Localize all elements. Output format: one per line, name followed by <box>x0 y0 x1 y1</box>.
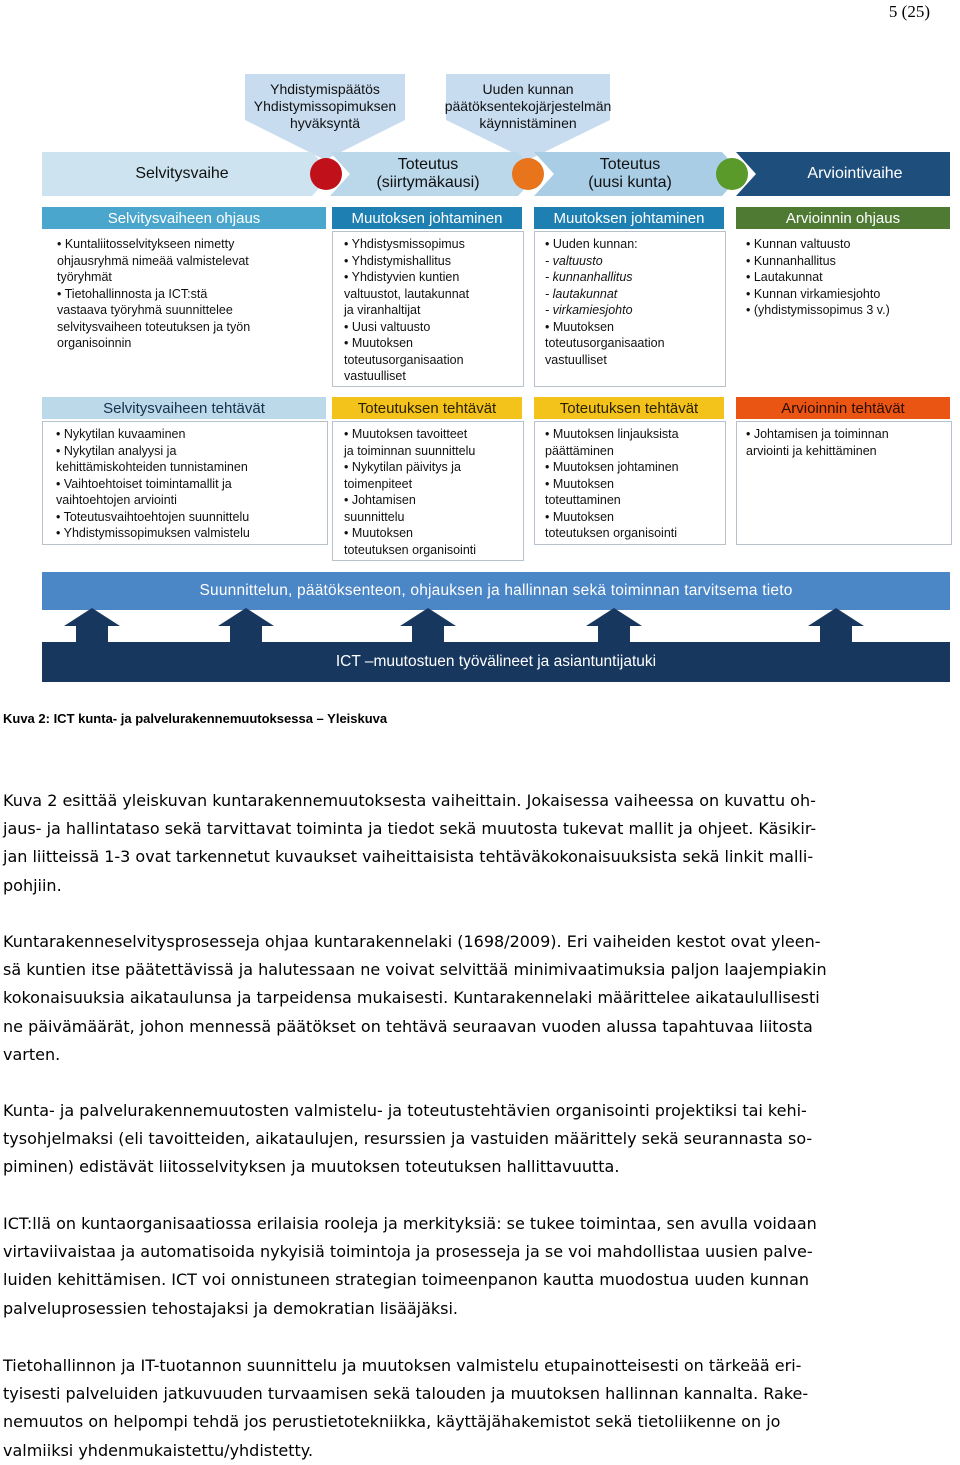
list-item: toteuttaminen <box>545 493 621 507</box>
task-list-arviointi <box>746 426 948 459</box>
list-item: toimenpiteet <box>344 476 413 491</box>
paragraph-2 <box>3 928 958 1069</box>
task-header-2: Toteutuksen tehtävät <box>332 397 522 419</box>
list-item: • Kunnan virkamiesjohto <box>746 286 881 301</box>
milestone-circle-green <box>716 158 748 190</box>
list-item: toteutuksen organisointi <box>344 542 477 557</box>
milestone-line: Yhdistymissopimuksen <box>253 98 397 114</box>
phase-arviointivaihe <box>760 152 950 196</box>
milestone-line: päätöksentekojärjestelmän <box>444 98 612 114</box>
task-list-uusi-kunta <box>545 426 721 542</box>
management-header-1: Selvitysvaiheen ohjaus <box>42 207 326 229</box>
list-item: • Muutoksen linjauksista <box>545 427 679 441</box>
list-item: • Yhdistymissopimuksen valmistelu <box>56 526 250 540</box>
management-list-siirtyma <box>344 236 520 385</box>
phase-label: Selvitysvaihe <box>135 165 229 182</box>
list-item: • Muutoksen <box>344 336 413 350</box>
text-line: Kunta- ja palvelurakennemuutosten valmistelu- ja toteutustehtävien organisointi projektiksi tai kehi- <box>3 1101 807 1120</box>
milestone-label-new-municipality <box>420 81 636 132</box>
paragraph-1 <box>3 787 958 900</box>
text-line: ne päivämäärät, johon mennessä päätökset on tehtävä seuraavan vuoden alussa tapahtuvaa liitosta <box>3 1016 813 1036</box>
list-item: toteutusorganisaation <box>545 336 665 350</box>
list-item: ja toiminnan suunnittelu <box>344 443 476 458</box>
list-item: • Muutoksen johtaminen <box>545 460 679 474</box>
text-line: jan liitteissä 1-3 ovat tarkennetut kuvaukset vaiheittaisista tehtäväkokonaisuuksista sekä linkit malli- <box>3 847 814 867</box>
list-item: • Muutoksen <box>545 509 614 524</box>
management-list-uusi-kunta <box>545 236 721 368</box>
list-item: • Muutoksen tavoitteet <box>344 427 468 441</box>
list-item: työryhmät <box>57 270 112 284</box>
management-header-2: Muutoksen johtaminen <box>332 207 522 229</box>
text-line: sä kuntien itse päätettävissä ja halutessaan ne voivat selvittää minimivaatimuksia paljon laajempiakin <box>3 960 827 980</box>
list-item: • (yhdistymissopimus 3 v.) <box>746 303 890 317</box>
list-item: ohjausryhmä nimeää valmistelevat <box>57 253 249 268</box>
phase-toteutus-siirtyma <box>340 152 516 196</box>
list-item: • Muutoksen <box>545 476 614 491</box>
list-item: • Muutoksen <box>545 319 614 334</box>
phase-label: Toteutus <box>397 156 459 173</box>
list-item: • Yhdistymishallitus <box>344 253 451 268</box>
list-item: • Tietohallinnosta ja ICT:stä <box>57 286 208 301</box>
task-header-4: Arvioinnin tehtävät <box>736 397 950 419</box>
milestone-label-merger-decision <box>230 81 420 132</box>
text-line: tyisesti palveluiden jatkuvuuden turvaamisen sekä talouden ja muutoksen hallinnan kannalta. Rake- <box>3 1384 809 1404</box>
ict-support-bar: ICT –muutostuen työvälineet ja asiantuntijatuki <box>42 642 950 682</box>
text-line: kokonaisuuksia aikataulunsa ja tarpeidensa mukaisesti. Kuntarakennelaki määrittelee aikataulullisesti <box>3 988 820 1008</box>
phase-label: (siirtymäkausi) <box>376 174 480 191</box>
text-line: luiden kehittämisen. ICT voi onnistuneen strategian toimeenpanon kautta muodostua uuden kunnan <box>3 1270 810 1290</box>
paragraph-3 <box>3 1097 958 1182</box>
management-header-3: Muutoksen johtaminen <box>534 207 724 229</box>
list-item: - kunnanhallitus <box>545 270 633 284</box>
list-item: ja viranhaltijat <box>344 303 421 317</box>
list-item: organisoinnin <box>57 336 132 350</box>
information-bar: Suunnittelun, päätöksenteon, ohjauksen ja hallinnan sekä toiminnan tarvitsema tieto <box>42 572 950 610</box>
list-item: • Nykytilan kuvaaminen <box>56 427 186 441</box>
list-item: • Vaihtoehtoiset toimintamallit ja <box>56 476 232 491</box>
management-list-selvitys <box>57 236 325 352</box>
text-line: virtaviivaistaa ja automatisoida nykyisiä toimintoja ja prosesseja ja se voi mahdollistaa uusien palve- <box>3 1242 813 1262</box>
text-line: tysohjelmaksi (eli tavoitteiden, aikataulujen, resurssien ja vastuiden määrittely sekä seurannasta so- <box>3 1129 813 1149</box>
task-list-siirtyma <box>344 426 520 558</box>
list-item: arviointi ja kehittäminen <box>746 443 877 458</box>
list-item: • Johtamisen ja toiminnan <box>746 427 889 441</box>
text-line: piminen) edistävät liitosselvityksen ja muutoksen toteutuksen hallittavuutta. <box>3 1157 620 1177</box>
paragraph-5 <box>3 1352 958 1465</box>
text-line: valmiiksi yhdenmukaistettu/yhdistetty. <box>3 1440 314 1460</box>
list-item: • Uuden kunnan: <box>545 237 638 251</box>
list-item: • Nykytilan päivitys ja <box>344 460 461 474</box>
task-header-3: Toteutuksen tehtävät <box>534 397 724 419</box>
figure-caption: Kuva 2: ICT kunta- ja palvelurakennemuutoksessa – Yleiskuva <box>3 711 388 726</box>
text-line: jaus- ja hallintataso sekä tarvittavat toiminta ja tiedot sekä muutosta tukevat mallit ja ohjeet. Käsikir- <box>3 819 817 839</box>
list-item: toteutuksen organisointi <box>545 526 678 540</box>
text-line: palveluprosessien tehostajaksi ja demokratian lisääjäksi. <box>3 1298 459 1318</box>
phase-selvitysvaihe <box>42 152 322 196</box>
list-item: vastaava työryhmä suunnittelee <box>57 303 233 317</box>
list-item: • Kuntaliitosselvitykseen nimetty <box>57 237 235 251</box>
phase-label: Toteutus <box>599 156 661 173</box>
milestone-line: Yhdistymispäätös <box>270 81 380 97</box>
list-item: valtuustot, lautakunnat <box>344 286 470 301</box>
list-item: selvitysvaiheen toteutuksen ja työn <box>57 319 251 334</box>
list-item: • Lautakunnat <box>746 270 823 284</box>
task-list-selvitys <box>56 426 324 542</box>
milestone-line: hyväksyntä <box>289 115 361 131</box>
text-line: Kuntarakenneselvitysprosesseja ohjaa kuntarakennelaki (1698/2009). Eri vaiheiden kestot ovat yleen- <box>3 932 821 951</box>
list-item: toteutusorganisaation <box>344 352 464 367</box>
text-line: nemuutos on helpompi tehdä jos perustietotekniikka, käyttäjähakemistot sekä tietoliikenne on jo <box>3 1412 781 1432</box>
milestone-line: käynnistäminen <box>479 115 577 131</box>
milestone-line: Uuden kunnan <box>482 81 574 97</box>
list-item: - lautakunnat <box>545 286 618 301</box>
list-item: suunnittelu <box>344 509 405 524</box>
management-header-4: Arvioinnin ohjaus <box>736 207 950 229</box>
list-item: - valtuusto <box>545 253 603 268</box>
milestone-circle-orange <box>512 158 544 190</box>
task-header-1: Selvitysvaiheen tehtävät <box>42 397 326 419</box>
list-item: • Nykytilan analyysi ja <box>56 443 177 458</box>
phase-label: Arviointivaihe <box>807 165 903 182</box>
list-item: - virkamiesjohto <box>545 303 633 317</box>
phase-label: (uusi kunta) <box>588 174 672 191</box>
list-item: • Johtamisen <box>344 493 416 507</box>
text-line: ICT:llä on kuntaorganisaatiossa erilaisia rooleja ja merkityksiä: se tukee toimintaa, sen avulla voidaan <box>3 1214 817 1233</box>
management-list-arviointi <box>746 236 950 319</box>
text-line: Kuva 2 esittää yleiskuvan kuntarakennemuutoksesta vaiheittain. Jokaisessa vaiheessa on kuvattu oh- <box>3 791 816 810</box>
page-number: 5 (25) <box>888 2 930 21</box>
text-line: pohjiin. <box>3 875 62 895</box>
list-item: vastuulliset <box>545 352 607 367</box>
list-item: • Toteutusvaihtoehtojen suunnittelu <box>56 509 250 524</box>
list-item: vaihtoehtojen arviointi <box>56 493 177 507</box>
list-item: kehittämiskohteiden tunnistaminen <box>56 460 248 474</box>
paragraph-4 <box>3 1210 958 1323</box>
list-item: • Yhdistyvien kuntien <box>344 270 460 284</box>
list-item: päättäminen <box>545 443 614 458</box>
list-item: vastuulliset <box>344 369 406 383</box>
list-item: • Yhdistysmissopimus <box>344 237 465 251</box>
list-item: • Kunnanhallitus <box>746 253 836 268</box>
list-item: • Kunnan valtuusto <box>746 237 851 251</box>
phase-toteutus-uusi-kunta <box>542 152 718 196</box>
text-line: varten. <box>3 1044 61 1064</box>
text-line: Tietohallinnon ja IT-tuotannon suunnittelu ja muutoksen valmistelu etupainotteisesti on tärkeää eri- <box>3 1356 802 1375</box>
list-item: • Muutoksen <box>344 526 413 540</box>
milestone-circle-red <box>310 158 342 190</box>
list-item: • Uusi valtuusto <box>344 319 431 334</box>
